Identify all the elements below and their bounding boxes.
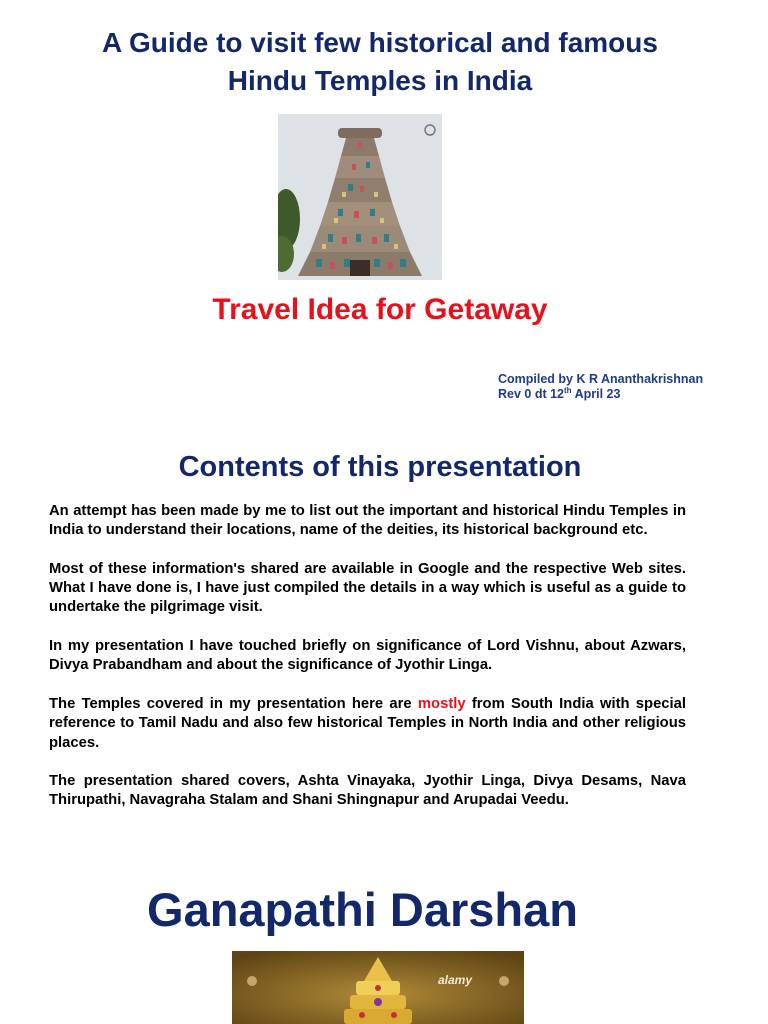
paragraph: An attempt has been made by me to list out the important and historical Hindu Temples in India to understand their locations, name of the deities, its historical background etc. xyxy=(49,503,686,539)
paragraph: In my presentation I have touched briefly on significance of Lord Vishnu, about Azwars, Divya Prabandham and about the significance of Jyothir Linga. xyxy=(49,638,686,674)
section-heading: Ganapathi Darshan xyxy=(147,883,578,936)
contents-heading: Contents of this presentation xyxy=(178,451,582,483)
ganesha-image xyxy=(232,951,524,1024)
temple-gopuram-image xyxy=(278,114,442,280)
contents-body xyxy=(49,502,686,830)
author-credit xyxy=(498,372,703,402)
tagline: Travel Idea for Getaway xyxy=(212,293,548,326)
paragraph: Most of these information's shared are available in Google and the respective Web sites. What I have done is, I have just compiled the details in a way which is useful as a guide to undertake the pilgrimage visit. xyxy=(49,560,686,616)
revision-line: Rev 0 dt 12th April 23 xyxy=(498,385,621,401)
title-line-2: Hindu Temples in India xyxy=(227,65,533,96)
credit-line-1: Compiled by K R Ananthakrishnan xyxy=(498,372,704,386)
paragraph: The presentation shared covers, Ashta Vinayaka, Jyothir Linga, Divya Desams, Nava Thirupathi, Navagraha Stalam and Shani Shingnapur and Arupadai Veedu. xyxy=(49,773,686,809)
watermark-text: alamy xyxy=(437,973,472,987)
title-line-1: A Guide to visit few historical and famous xyxy=(102,27,658,58)
paragraph: The Temples covered in my presentation here are mostly from South India with special reference to Tamil Nadu and also few historical Temples in North India and other religious places. xyxy=(49,695,686,751)
document-title xyxy=(0,24,760,100)
highlight-word: mostly xyxy=(417,695,466,712)
